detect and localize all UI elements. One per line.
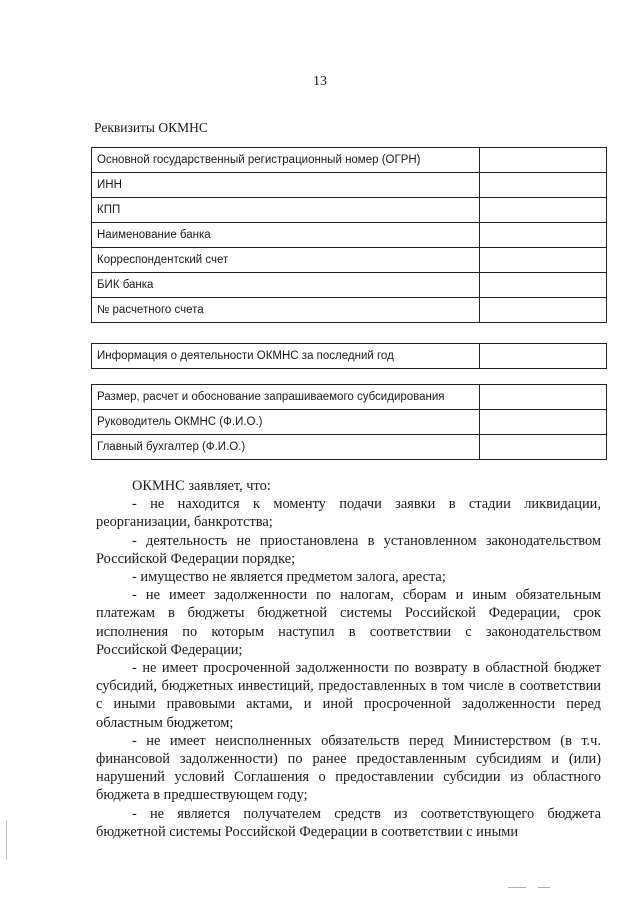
- activity-table: [91, 343, 607, 369]
- bank-name-label: Наименование банка: [92, 223, 480, 248]
- scan-corner-mark: [508, 887, 526, 888]
- declaration-item: - не является получателем средств из соответствующего бюджета бюджетной системы Российской Федерации в соответствии с иными: [96, 805, 601, 840]
- page-number: 13: [313, 74, 327, 89]
- table-row: [92, 248, 607, 273]
- scan-corner-mark: [538, 887, 550, 888]
- table-row: [92, 198, 607, 223]
- corr-account-value: [480, 248, 607, 273]
- inn-label: ИНН: [92, 173, 480, 198]
- chief-accountant-label: Главный бухгалтер (Ф.И.О.): [92, 435, 480, 460]
- bik-label: БИК банка: [92, 273, 480, 298]
- account-number-label: № расчетного счета: [92, 298, 480, 323]
- table-row: [92, 223, 607, 248]
- declaration-item: - имущество не является предметом залога, ареста;: [132, 569, 446, 586]
- section-title: Реквизиты ОКМНС: [94, 120, 208, 135]
- declaration-intro: ОКМНС заявляет, что:: [132, 478, 271, 494]
- table-row: [92, 273, 607, 298]
- subsidy-size-value: [480, 385, 607, 410]
- table-row: [92, 173, 607, 198]
- scan-edge-mark: [6, 820, 7, 860]
- bank-name-value: [480, 223, 607, 248]
- kpp-value: [480, 198, 607, 223]
- ogrn-value: [480, 148, 607, 173]
- bik-value: [480, 273, 607, 298]
- requisites-table: [91, 147, 607, 323]
- declaration-item: - не находится к моменту подачи заявки в стадии ликвидации, реорганизации, банкротства;: [96, 496, 601, 531]
- table-row: [92, 385, 607, 410]
- chief-accountant-value: [480, 435, 607, 460]
- declaration-item: - деятельность не приостановлена в установленном законодательством Российской Федерации порядке;: [96, 532, 601, 567]
- inn-value: [480, 173, 607, 198]
- table-row: [92, 435, 607, 460]
- table-row: [92, 148, 607, 173]
- account-number-value: [480, 298, 607, 323]
- activity-info-value: [480, 344, 607, 369]
- kpp-label: КПП: [92, 198, 480, 223]
- director-label: Руководитель ОКМНС (Ф.И.О.): [92, 410, 480, 435]
- table-row: [92, 344, 607, 369]
- activity-info-label: Информация о деятельности ОКМНС за последний год: [92, 344, 480, 369]
- table-row: [92, 410, 607, 435]
- subsidy-table: [91, 384, 607, 460]
- declaration-item: - не имеет просроченной задолженности по возврату в областной бюджет субсидий, бюджетных инвестиций, предоставленных в том числе в соответствии с иными правовыми актами, и иной просроченной задолженности перед областным бюджетом;: [96, 660, 601, 731]
- declaration-item: - не имеет неисполненных обязательств перед Министерством (в т.ч. финансовой задолженности) по ранее предоставленным субсидиям и (или) нарушений условий Соглашения о предоставлении субсидии из областного бюджета в предшествующем году;: [96, 732, 601, 804]
- director-value: [480, 410, 607, 435]
- ogrn-label: Основной государственный регистрационный номер (ОГРН): [92, 148, 480, 173]
- corr-account-label: Корреспондентский счет: [92, 248, 480, 273]
- table-row: [92, 298, 607, 323]
- declaration-item: - не имеет задолженности по налогам, сборам и иным обязательным платежам в бюджеты бюджетной системы Российской Федерации, срок исполнения по которым наступил в соответствии с законодательством Российской Федерации;: [96, 587, 601, 658]
- declaration: [96, 477, 601, 841]
- subsidy-size-label: Размер, расчет и обоснование запрашиваемого субсидирования: [92, 385, 480, 410]
